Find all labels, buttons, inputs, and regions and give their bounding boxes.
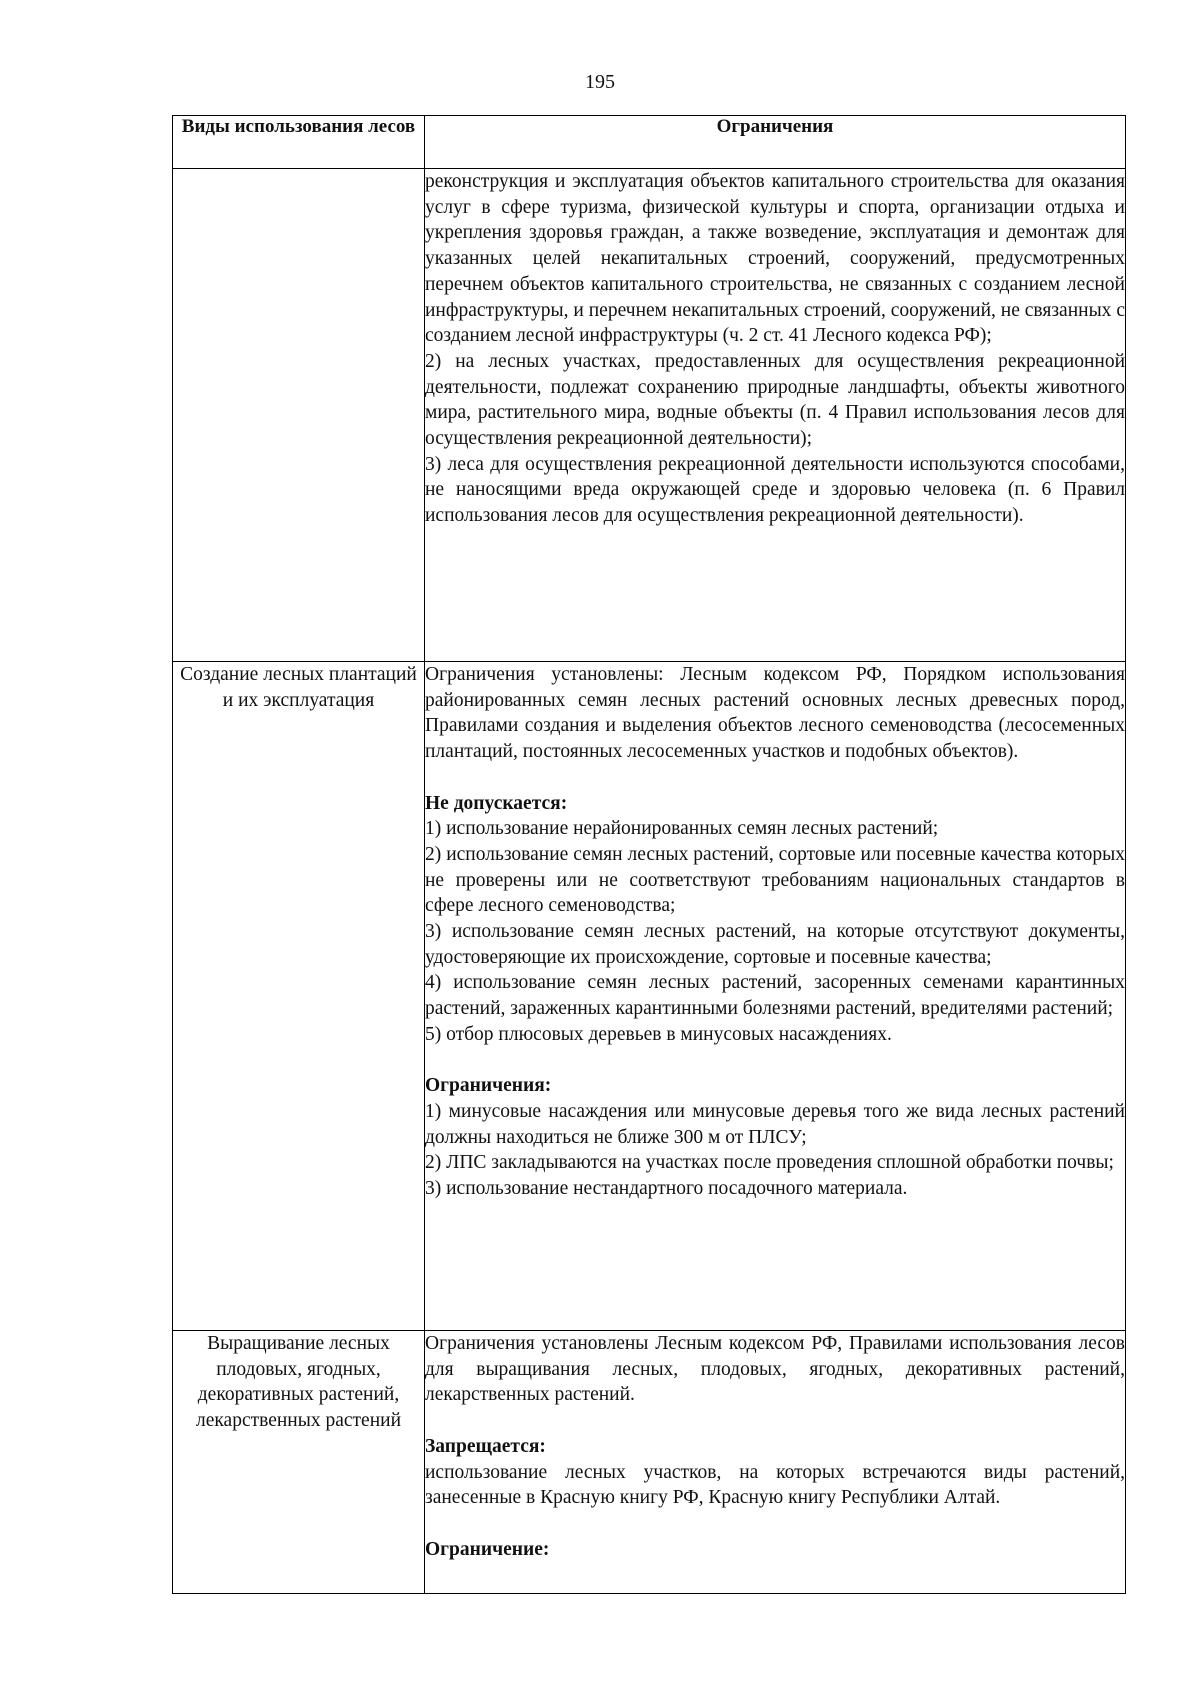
- paragraph-gap: [425, 1408, 1125, 1434]
- restriction-paragraph: 3) леса для осуществления рекреационной деятельности используются способами, не наносящими вреда окружающей среде и здоровью человека (п. 6 Правил использования лесов для осуществления рекреационной деятельности).: [425, 453, 1125, 527]
- forest-use-type-cell: [173, 169, 425, 662]
- restriction-paragraph: 2) на лесных участках, предоставленных для осуществления рекреационной деятельности, подлежат сохранению природные ландшафты, объекты животного мира, растительного мира, водные объекты (п. 4 Правил использования лесов для осуществления рекреационной деятельности);: [425, 350, 1125, 450]
- restriction-paragraph: 4) использование семян лесных растений, засоренных семенами карантинных растений, зараженных карантинными болезнями растений, вредителями растений;: [425, 972, 1125, 1020]
- forest-use-type-cell: Выращивание лесных плодовых, ягодных, декоративных растений, лекарственных растений: [173, 1331, 425, 1594]
- restriction-paragraph: 5) отбор плюсовых деревьев в минусовых насаждениях.: [425, 1023, 892, 1045]
- table-row: [173, 662, 1126, 1331]
- restriction-paragraph: Ограничения установлены: Лесным кодексом РФ, Порядком использования районированных семян лесных растений основных лесных древесных пород, Правилами создания и выделения объектов лесного семеноводства (лесосеменных плантаций, постоянных лесосеменных участков и подобных объектов).: [425, 664, 1125, 763]
- restriction-paragraph: 1) минусовые насаждения или минусовые деревья того же вида лесных растений должны находиться не ближе 300 м от ПЛСУ;: [425, 1100, 1125, 1148]
- restrictions-cell: [425, 169, 1126, 662]
- restrictions-cell: [425, 1331, 1126, 1594]
- restriction-paragraph: 1) использование нерайонированных семян лесных растений;: [425, 818, 939, 840]
- paragraph-gap: [425, 1511, 1125, 1537]
- section-heading: Ограничение:: [425, 1538, 550, 1560]
- restriction-paragraph: использование лесных участков, на которых встречаются виды растений, занесенные в Красную книгу РФ, Красную книгу Республики Алтай.: [425, 1461, 1125, 1509]
- section-heading: Запрещается:: [425, 1435, 546, 1457]
- restriction-paragraph: Ограничения установлены Лесным кодексом РФ, Правилами использования лесов для выращивания лесных, плодовых, ягодных, декоративных растений, лекарственных растений.: [425, 1333, 1125, 1406]
- restrictions-table: [172, 115, 1126, 1594]
- restriction-paragraph: 2) ЛПС закладываются на участках после проведения сплошной обработки почвы;: [425, 1152, 1114, 1174]
- table-row: [173, 1331, 1126, 1594]
- restriction-paragraph: 2) использование семян лесных растений, сортовые или посевные качества которых не проверены или не соответствуют требованиям национальных стандартов в сфере лесного семеноводства;: [425, 843, 1125, 917]
- header-restrictions: Ограничения: [425, 116, 1126, 169]
- paragraph-gap: [425, 1048, 1125, 1074]
- restrictions-cell: [425, 662, 1126, 1331]
- restriction-paragraph: реконструкция и эксплуатация объектов капитального строительства для оказания услуг в сфере туризма, физической культуры и спорта, организации отдыха и укрепления здоровья граждан, а также возведение, эксплуатация и демонтаж для указанных целей некапитальных строений, сооружений, предусмотренных перечнем объектов капитального строительства, не связанных с созданием лесной инфраструктуры, и перечнем некапитальных строений, сооружений, не связанных с созданием лесной инфраструктуры (ч. 2 ст. 41 Лесного кодекса РФ);: [425, 171, 1125, 347]
- table-header-row: [173, 116, 1126, 169]
- restriction-paragraph: 3) использование семян лесных растений, на которые отсутствуют документы, удостоверяющие их происхождение, сортовые и посевные качества;: [425, 921, 1125, 968]
- section-heading: Не допускается:: [425, 792, 568, 814]
- page-number: 195: [585, 71, 615, 93]
- restriction-paragraph: 3) использование нестандартного посадочного материала.: [425, 1178, 908, 1200]
- forest-use-type-cell: Создание лесных плантаций и их эксплуатация: [173, 662, 425, 1331]
- section-heading: Ограничения:: [425, 1075, 552, 1097]
- header-forest-use-types: Виды использования лесов: [173, 116, 425, 169]
- paragraph-gap: [425, 765, 1125, 791]
- table-row: [173, 169, 1126, 662]
